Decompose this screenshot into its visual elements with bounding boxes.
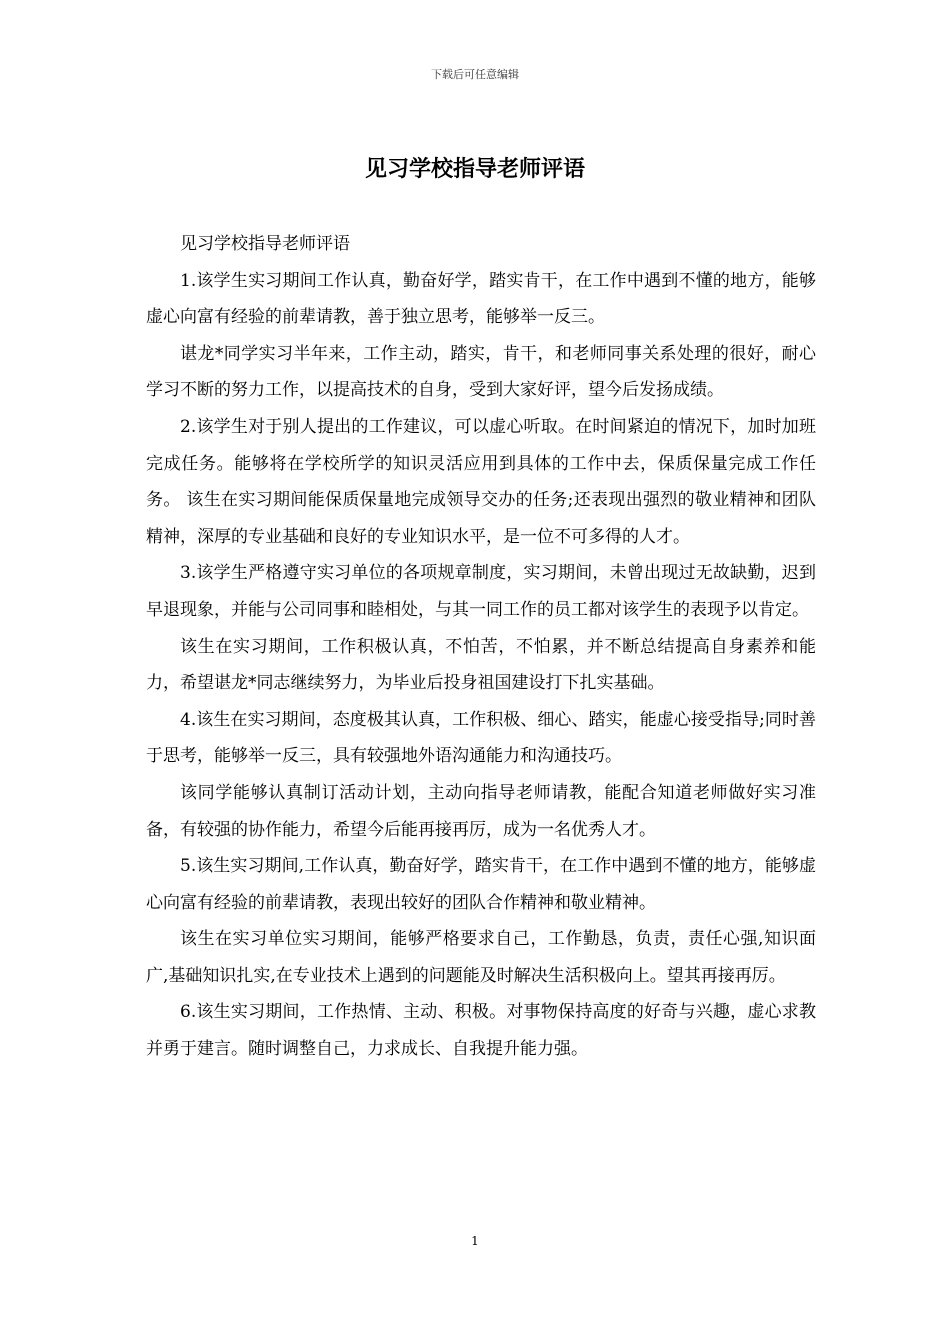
paragraph-comment-5: 该生在实习单位实习期间，能够严格要求自己，工作勤恳，负责，责任心强,知识面广,基础知识扎实,在专业技术上遇到的问题能及时解决生活积极向上。望其再接再厉。 [146,929,816,986]
header-note: 下载后可任意编辑 [431,68,519,81]
paragraph-comment-4: 该同学能够认真制订活动计划，主动向指导老师请教，能配合知道老师做好实习准备，有较强的协作能力，希望今后能再接再厉，成为一名优秀人才。 [146,782,816,840]
paragraph-item-2: 2.该学生对于别人提出的工作建议，可以虚心听取。在时间紧迫的情况下，加时加班完成任务。能够将在学校所学的知识灵活应用到具体的工作中去，保质保量完成工作任务。 该生在实习期间能保质保量地完成领导交办的任务;还表现出强烈的敬业精神和团队精神，深厚的专业基础和良好的专业知识水平，是一位不可多得的人才。 [146,416,816,547]
page-number: 1 [471,1234,479,1248]
paragraph-item-1: 1.该学生实习期间工作认真，勤奋好学，踏实肯干，在工作中遇到不懂的地方，能够虚心向富有经验的前辈请教，善于独立思考，能够举一反三。 [146,270,816,328]
paragraph-item-4: 4.该生在实习期间，态度极其认真，工作积极、细心、踏实，能虚心接受指导;同时善于思考，能够举一反三，具有较强地外语沟通能力和沟通技巧。 [146,709,816,767]
page-title: 见习学校指导老师评语 [364,156,585,182]
paragraph-subtitle: 见习学校指导老师评语 [180,234,350,254]
paragraph-item-3: 3.该学生严格遵守实习单位的各项规章制度，实习期间，未曾出现过无故缺勤，迟到早退现象，并能与公司同事和睦相处，与其一同工作的员工都对该学生的表现予以肯定。 [146,563,816,620]
paragraph-item-6: 6.该生实习期间，工作热情、主动、积极。对事物保持高度的好奇与兴趣，虚心求教并勇于建言。随时调整自己，力求成长、自我提升能力强。 [146,1002,816,1060]
paragraph-comment-1: 谌龙*同学实习半年来，工作主动，踏实，肯干，和老师同事关系处理的很好，耐心学习不断的努力工作，以提高技术的自身，受到大家好评，望今后发扬成绩。 [146,343,816,401]
paragraph-comment-3: 该生在实习期间，工作积极认真，不怕苦，不怕累，并不断总结提高自身素养和能力，希望谌龙*同志继续努力，为毕业后投身祖国建设打下扎实基础。 [146,636,816,694]
paragraph-item-5: 5.该生实习期间,工作认真，勤奋好学，踏实肯干，在工作中遇到不懂的地方，能够虚心向富有经验的前辈请教，表现出较好的团队合作精神和敬业精神。 [146,856,816,913]
document-body [146,226,816,1068]
